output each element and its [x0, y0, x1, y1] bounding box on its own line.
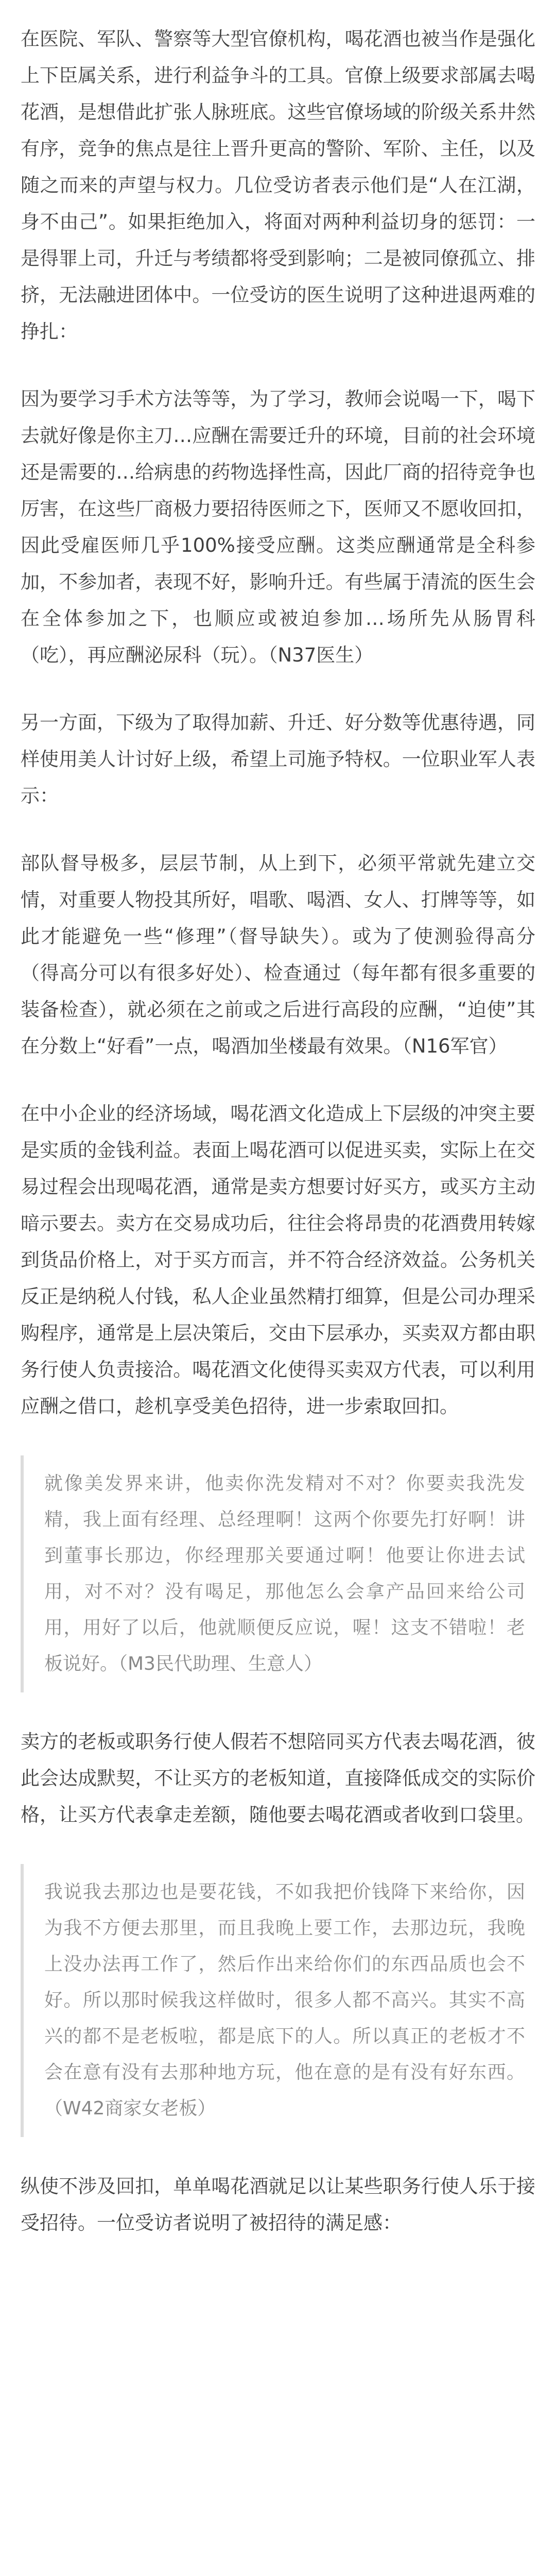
paragraph-military-quote: 部队督导极多，层层节制，从上到下，必须平常就先建立交情，对重要人物投其所好，唱歌、喝酒、女人、打牌等等，如此才能避免一些“修理”（督导缺失）。或为了使测验得高分（得高分可以有很多好处）、检查通过（每年都有很多重要的装备检查），就必须在之前或之后进行高段的应酬，“迫使”其在分数上“好看”一点，喝酒加坐楼最有效果。（N16军官） [21, 852, 535, 1057]
paragraph-satisfaction: 纵使不涉及回扣，单单喝花酒就足以让某些职务行使人乐于接受招待。一位受访者说明了被招待的满足感： [21, 2175, 535, 2234]
blockquote-shop-owner: 我说我去那边也是要花钱，不如我把价钱降下来给你，因为我不方便去那里，而且我晚上要工作，去那边玩，我晚上没办法再工作了，然后作出来给你们的东西品质也会不好。所以那时候我这样做时，很多人都不高兴。其实不高兴的都不是老板啦，都是底下的人。所以真正的老板才不会在意有没有去那种地方玩，他在意的是有没有好东西。（W42商家女老板） [21, 1864, 535, 2137]
paragraph-bureaucracy: 在医院、军队、警察等大型官僚机构，喝花酒也被当作是强化上下臣属关系，进行利益争斗的工具。官僚上级要求部属去喝花酒，是想借此扩张人脉班底。这些官僚场域的阶级关系井然有序，竞争的焦点是往上晋升更高的警阶、军阶、主任，以及随之而来的声望与权力。几位受访者表示他们是“人在江湖，身不由己”。如果拒绝加入，将面对两种利益切身的惩罚：一是得罪上司，升迁与考绩都将受到影响；二是被同僚孤立、排挤，无法融进团体中。一位受访的医生说明了这种进退两难的挣扎： [21, 28, 535, 343]
paragraph-doctor-quote: 因为要学习手术方法等等，为了学习，教师会说喝一下，喝下去就好像是你主刀…应酬在需要迁升的环境，目前的社会环境还是需要的…给病患的药物选择性高，因此厂商的招待竞争也厉害，在这些厂商极力要招待医师之下，医师又不愿收回扣，因此受雇医师几乎100%接受应酬。这类应酬通常是全科参加，不参加者，表现不好，影响升迁。有些属于清流的医生会在全体参加之下，也顺应或被迫参加…场所先从肠胃科（吃），再应酬泌尿科（玩）。（N37医生） [21, 388, 535, 666]
paragraph-sme-economy: 在中小企业的经济场域，喝花酒文化造成上下层级的冲突主要是实质的金钱利益。表面上喝花酒可以促进买卖，实际上在交易过程会出现喝花酒，通常是卖方想要讨好买方，或买方主动暗示要去。卖方在交易成功后，往往会将昂贵的花酒费用转嫁到货品价格上，对于买方而言，并不符合经济效益。公务机关反正是纳税人付钱，私人企业虽然精打细算，但是公司办理采购程序，通常是上层决策后，交由下层承办，买卖双方都由职务行使人负责接洽。喝花酒文化使得买卖双方代表，可以利用应酬之借口，趁机享受美色招待，进一步索取回扣。 [21, 1103, 535, 1417]
blockquote-hairdressing: 就像美发界来讲，他卖你洗发精对不对？你要卖我洗发精，我上面有经理、总经理啊！这两个你要先打好啊！讲到董事长那边，你经理那关要通过啊！他要让你进去试用，对不对？没有喝足，那他怎么会拿产品回来给公司用，用好了以后，他就顺便反应说，喔！这支不错啦！老板说好。（M3民代助理、生意人） [21, 1455, 535, 1692]
paragraph-subordinates: 另一方面，下级为了取得加薪、升迁、好分数等优惠待遇，同样使用美人计讨好上级，希望上司施予特权。一位职业军人表示： [21, 711, 535, 807]
paragraph-seller-boss: 卖方的老板或职务行使人假若不想陪同买方代表去喝花酒，彼此会达成默契，不让买方的老板知道，直接降低成交的实际价格，让买方代表拿走差额，随他要去喝花酒或者收到口袋里。 [21, 1731, 535, 1826]
